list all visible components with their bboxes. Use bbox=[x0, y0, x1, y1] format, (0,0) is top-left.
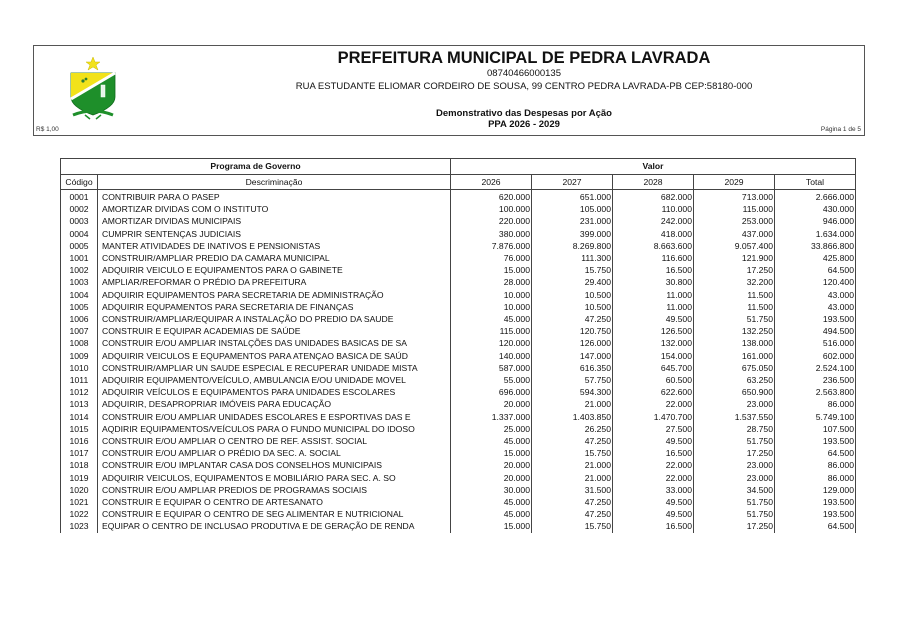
code-cell: 1019 bbox=[61, 472, 98, 484]
value-2026-cell: 25.000 bbox=[451, 423, 532, 435]
value-2028-cell: 49.500 bbox=[613, 496, 694, 508]
code-cell: 1003 bbox=[61, 276, 98, 288]
description-cell: CONSTRUIR E/OU AMPLIAR O CENTRO DE REF. ASSIST. SOCIAL bbox=[98, 435, 451, 447]
code-cell: 1002 bbox=[61, 264, 98, 276]
table-row bbox=[61, 435, 856, 447]
total-cell: 5.749.100 bbox=[775, 411, 856, 423]
value-2029-cell: 713.000 bbox=[694, 190, 775, 204]
report-subtitle: PPA 2026 - 2029 bbox=[488, 119, 560, 130]
column-header-2027: 2027 bbox=[532, 174, 613, 190]
value-2027-cell: 399.000 bbox=[532, 228, 613, 240]
description-cell: CONSTRUIR E/OU AMPLIAR O PRÉDIO DA SEC. A. SOCIAL bbox=[98, 447, 451, 459]
table-row bbox=[61, 447, 856, 459]
table-row bbox=[61, 484, 856, 496]
description-cell: ADQUIRIR EQUIPAMENTOS PARA SECRETARIA DE ADMINISTRAÇÃO bbox=[98, 289, 451, 301]
table-row bbox=[61, 374, 856, 386]
table-row bbox=[61, 337, 856, 349]
total-cell: 2.524.100 bbox=[775, 362, 856, 374]
cnpj-number: 08740466000135 bbox=[487, 68, 561, 79]
report-header bbox=[33, 45, 865, 136]
total-cell: 193.500 bbox=[775, 313, 856, 325]
total-cell: 129.000 bbox=[775, 484, 856, 496]
value-2029-cell: 28.750 bbox=[694, 423, 775, 435]
column-header-2028: 2028 bbox=[613, 174, 694, 190]
value-2027-cell: 8.269.800 bbox=[532, 240, 613, 252]
code-cell: 1018 bbox=[61, 459, 98, 471]
value-2027-cell: 47.250 bbox=[532, 435, 613, 447]
code-cell: 1009 bbox=[61, 350, 98, 362]
description-cell: CONSTRUIR E EQUIPAR O CENTRO DE SEG ALIMENTAR E NUTRICIONAL bbox=[98, 508, 451, 520]
value-2027-cell: 47.250 bbox=[532, 508, 613, 520]
code-cell: 0002 bbox=[61, 203, 98, 215]
value-2026-cell: 140.000 bbox=[451, 350, 532, 362]
address-line: RUA ESTUDANTE ELIOMAR CORDEIRO DE SOUSA, 99 CENTRO PEDRA LAVRADA-PB CEP:58180-000 bbox=[295, 81, 753, 92]
description-cell: AMORTIZAR DIVIDAS COM O INSTITUTO bbox=[98, 203, 451, 215]
value-2028-cell: 126.500 bbox=[613, 325, 694, 337]
description-cell: AMORTIZAR DIVIDAS MUNICIPAIS bbox=[98, 215, 451, 227]
description-cell: ADQUIRIR VEICULOS E EQUPAMENTOS PARA ATENÇAO BASICA DE SAÚD bbox=[98, 350, 451, 362]
value-2029-cell: 23.000 bbox=[694, 459, 775, 471]
page-number: Página 1 de 5 bbox=[820, 126, 861, 133]
description-cell: AQDIRIR EQUIPAMENTOS/VEÍCULOS PARA O FUNDO MUNICIPAL DO IDOSO bbox=[98, 423, 451, 435]
code-cell: 1015 bbox=[61, 423, 98, 435]
total-cell: 2.666.000 bbox=[775, 190, 856, 204]
description-cell: EQUIPAR O CENTRO DE INCLUSAO PRODUTIVA E DE GERAÇÃO DE RENDA bbox=[98, 520, 451, 532]
total-cell: 64.500 bbox=[775, 447, 856, 459]
value-2026-cell: 15.000 bbox=[451, 447, 532, 459]
value-2027-cell: 21.000 bbox=[532, 398, 613, 410]
value-2026-cell: 10.000 bbox=[451, 301, 532, 313]
description-cell: CONSTRUIR E/OU AMPLIAR PREDIOS DE PROGRAMAS SOCIAIS bbox=[98, 484, 451, 496]
code-cell: 1007 bbox=[61, 325, 98, 337]
total-cell: 193.500 bbox=[775, 435, 856, 447]
report-title: Demonstrativo das Despesas por Ação bbox=[436, 108, 612, 119]
value-2027-cell: 651.000 bbox=[532, 190, 613, 204]
value-2029-cell: 51.750 bbox=[694, 313, 775, 325]
description-cell: CONSTRUIR/AMPLIAR PREDIO DA CAMARA MUNICIPAL bbox=[98, 252, 451, 264]
table-row bbox=[61, 496, 856, 508]
value-2029-cell: 23.000 bbox=[694, 398, 775, 410]
value-2027-cell: 10.500 bbox=[532, 301, 613, 313]
table-row bbox=[61, 350, 856, 362]
table-row bbox=[61, 240, 856, 252]
value-2028-cell: 8.663.600 bbox=[613, 240, 694, 252]
code-cell: 1006 bbox=[61, 313, 98, 325]
value-2028-cell: 682.000 bbox=[613, 190, 694, 204]
value-2026-cell: 28.000 bbox=[451, 276, 532, 288]
code-cell: 1023 bbox=[61, 520, 98, 532]
value-2027-cell: 111.300 bbox=[532, 252, 613, 264]
value-2028-cell: 22.000 bbox=[613, 472, 694, 484]
total-cell: 43.000 bbox=[775, 301, 856, 313]
code-cell: 1012 bbox=[61, 386, 98, 398]
group-header-value: Valor bbox=[451, 159, 856, 175]
value-2027-cell: 15.750 bbox=[532, 264, 613, 276]
currency-unit: R$ 1,00 bbox=[36, 126, 59, 133]
code-cell: 1001 bbox=[61, 252, 98, 264]
table-row bbox=[61, 520, 856, 532]
value-2027-cell: 29.400 bbox=[532, 276, 613, 288]
value-2026-cell: 587.000 bbox=[451, 362, 532, 374]
description-cell: CONSTRUIR/AMPLIAR UN SAUDE ESPECIAL E RECUPERAR UNIDADE MISTA bbox=[98, 362, 451, 374]
value-2027-cell: 21.000 bbox=[532, 459, 613, 471]
expenses-table bbox=[60, 158, 856, 533]
total-cell: 236.500 bbox=[775, 374, 856, 386]
description-cell: ADQUIRIR EQUIPAMENTO/VEÍCULO, AMBULANCIA E/OU UNIDADE MOVEL bbox=[98, 374, 451, 386]
total-cell: 64.500 bbox=[775, 520, 856, 532]
value-2028-cell: 16.500 bbox=[613, 447, 694, 459]
total-cell: 494.500 bbox=[775, 325, 856, 337]
value-2028-cell: 11.000 bbox=[613, 301, 694, 313]
code-cell: 0004 bbox=[61, 228, 98, 240]
value-2027-cell: 120.750 bbox=[532, 325, 613, 337]
code-cell: 1011 bbox=[61, 374, 98, 386]
value-2027-cell: 126.000 bbox=[532, 337, 613, 349]
table-row bbox=[61, 228, 856, 240]
value-2028-cell: 622.600 bbox=[613, 386, 694, 398]
value-2029-cell: 11.500 bbox=[694, 301, 775, 313]
municipality-title: PREFEITURA MUNICIPAL DE PEDRA LAVRADA bbox=[337, 49, 711, 67]
value-2028-cell: 27.500 bbox=[613, 423, 694, 435]
value-2027-cell: 15.750 bbox=[532, 447, 613, 459]
value-2027-cell: 47.250 bbox=[532, 313, 613, 325]
code-cell: 1016 bbox=[61, 435, 98, 447]
value-2027-cell: 15.750 bbox=[532, 520, 613, 532]
description-cell: CONSTRUIR/AMPLIAR/EQUIPAR A INSTALAÇÃO DO PREDIO DA SAUDE bbox=[98, 313, 451, 325]
total-cell: 2.563.800 bbox=[775, 386, 856, 398]
value-2027-cell: 10.500 bbox=[532, 289, 613, 301]
value-2026-cell: 15.000 bbox=[451, 264, 532, 276]
value-2026-cell: 100.000 bbox=[451, 203, 532, 215]
value-2028-cell: 242.000 bbox=[613, 215, 694, 227]
value-2026-cell: 696.000 bbox=[451, 386, 532, 398]
value-2029-cell: 121.900 bbox=[694, 252, 775, 264]
value-2026-cell: 20.000 bbox=[451, 472, 532, 484]
total-cell: 516.000 bbox=[775, 337, 856, 349]
total-cell: 33.866.800 bbox=[775, 240, 856, 252]
value-2028-cell: 30.800 bbox=[613, 276, 694, 288]
table-row bbox=[61, 215, 856, 227]
value-2029-cell: 650.900 bbox=[694, 386, 775, 398]
value-2028-cell: 49.500 bbox=[613, 508, 694, 520]
table-row bbox=[61, 398, 856, 410]
value-2029-cell: 63.250 bbox=[694, 374, 775, 386]
value-2028-cell: 110.000 bbox=[613, 203, 694, 215]
code-cell: 1013 bbox=[61, 398, 98, 410]
column-header-description: Descriminação bbox=[98, 174, 451, 190]
description-cell: CONSTRUIR E EQUIPAR O CENTRO DE ARTESANATO bbox=[98, 496, 451, 508]
value-2029-cell: 1.537.550 bbox=[694, 411, 775, 423]
table-row bbox=[61, 264, 856, 276]
value-2026-cell: 15.000 bbox=[451, 520, 532, 532]
value-2027-cell: 231.000 bbox=[532, 215, 613, 227]
description-cell: ADQUIRIR VEÍCULOS E EQUIPAMENTOS PARA UNIDADES ESCOLARES bbox=[98, 386, 451, 398]
value-2028-cell: 132.000 bbox=[613, 337, 694, 349]
total-cell: 107.500 bbox=[775, 423, 856, 435]
value-2026-cell: 115.000 bbox=[451, 325, 532, 337]
code-cell: 1020 bbox=[61, 484, 98, 496]
value-2027-cell: 57.750 bbox=[532, 374, 613, 386]
total-cell: 425.800 bbox=[775, 252, 856, 264]
value-2029-cell: 51.750 bbox=[694, 496, 775, 508]
value-2029-cell: 161.000 bbox=[694, 350, 775, 362]
total-cell: 86.000 bbox=[775, 472, 856, 484]
code-cell: 0001 bbox=[61, 190, 98, 204]
value-2027-cell: 26.250 bbox=[532, 423, 613, 435]
code-cell: 1005 bbox=[61, 301, 98, 313]
value-2027-cell: 105.000 bbox=[532, 203, 613, 215]
code-cell: 1008 bbox=[61, 337, 98, 349]
value-2026-cell: 1.337.000 bbox=[451, 411, 532, 423]
value-2026-cell: 55.000 bbox=[451, 374, 532, 386]
description-cell: CUMPRIR SENTENÇAS JUDICIAIS bbox=[98, 228, 451, 240]
value-2027-cell: 147.000 bbox=[532, 350, 613, 362]
table-row bbox=[61, 301, 856, 313]
value-2029-cell: 138.000 bbox=[694, 337, 775, 349]
value-2028-cell: 33.000 bbox=[613, 484, 694, 496]
table-row bbox=[61, 203, 856, 215]
value-2028-cell: 16.500 bbox=[613, 520, 694, 532]
description-cell: MANTER ATIVIDADES DE INATIVOS E PENSIONISTAS bbox=[98, 240, 451, 252]
total-cell: 43.000 bbox=[775, 289, 856, 301]
value-2026-cell: 45.000 bbox=[451, 508, 532, 520]
value-2029-cell: 17.250 bbox=[694, 264, 775, 276]
code-cell: 1017 bbox=[61, 447, 98, 459]
value-2029-cell: 17.250 bbox=[694, 520, 775, 532]
value-2029-cell: 51.750 bbox=[694, 435, 775, 447]
value-2026-cell: 76.000 bbox=[451, 252, 532, 264]
description-cell: AMPLIAR/REFORMAR O PRÉDIO DA PREFEITURA bbox=[98, 276, 451, 288]
value-2028-cell: 49.500 bbox=[613, 435, 694, 447]
value-2027-cell: 47.250 bbox=[532, 496, 613, 508]
description-cell: ADQUIRIR EQUPAMENTOS PARA SECRETARIA DE FINANÇAS bbox=[98, 301, 451, 313]
value-2028-cell: 16.500 bbox=[613, 264, 694, 276]
value-2028-cell: 645.700 bbox=[613, 362, 694, 374]
value-2026-cell: 380.000 bbox=[451, 228, 532, 240]
value-2028-cell: 116.600 bbox=[613, 252, 694, 264]
value-2026-cell: 120.000 bbox=[451, 337, 532, 349]
code-cell: 1010 bbox=[61, 362, 98, 374]
total-cell: 602.000 bbox=[775, 350, 856, 362]
description-cell: CONSTRUIR E/OU AMPLIAR UNIDADES ESCOLARES E ESPORTIVAS DAS E bbox=[98, 411, 451, 423]
total-cell: 120.400 bbox=[775, 276, 856, 288]
table-row bbox=[61, 313, 856, 325]
value-2029-cell: 437.000 bbox=[694, 228, 775, 240]
table-row bbox=[61, 472, 856, 484]
value-2029-cell: 115.000 bbox=[694, 203, 775, 215]
total-cell: 64.500 bbox=[775, 264, 856, 276]
total-cell: 946.000 bbox=[775, 215, 856, 227]
group-header-program: Programa de Governo bbox=[61, 159, 451, 175]
table-row bbox=[61, 423, 856, 435]
total-cell: 430.000 bbox=[775, 203, 856, 215]
value-2029-cell: 17.250 bbox=[694, 447, 775, 459]
total-cell: 86.000 bbox=[775, 398, 856, 410]
value-2026-cell: 20.000 bbox=[451, 398, 532, 410]
code-cell: 0005 bbox=[61, 240, 98, 252]
value-2027-cell: 1.403.850 bbox=[532, 411, 613, 423]
value-2026-cell: 220.000 bbox=[451, 215, 532, 227]
value-2029-cell: 23.000 bbox=[694, 472, 775, 484]
table-row bbox=[61, 411, 856, 423]
total-cell: 193.500 bbox=[775, 508, 856, 520]
table-row bbox=[61, 252, 856, 264]
value-2028-cell: 154.000 bbox=[613, 350, 694, 362]
total-cell: 86.000 bbox=[775, 459, 856, 471]
value-2028-cell: 418.000 bbox=[613, 228, 694, 240]
description-cell: CONTRIBUIR PARA O PASEP bbox=[98, 190, 451, 204]
column-header-2029: 2029 bbox=[694, 174, 775, 190]
value-2027-cell: 31.500 bbox=[532, 484, 613, 496]
value-2028-cell: 22.000 bbox=[613, 459, 694, 471]
value-2026-cell: 620.000 bbox=[451, 190, 532, 204]
code-cell: 1004 bbox=[61, 289, 98, 301]
code-cell: 1021 bbox=[61, 496, 98, 508]
value-2026-cell: 45.000 bbox=[451, 313, 532, 325]
value-2029-cell: 34.500 bbox=[694, 484, 775, 496]
table-row bbox=[61, 289, 856, 301]
table-row bbox=[61, 190, 856, 204]
value-2026-cell: 30.000 bbox=[451, 484, 532, 496]
description-cell: CONSTRUIR E/OU AMPLIAR INSTALÇÕES DAS UNIDADES BASICAS DE SA bbox=[98, 337, 451, 349]
table-row bbox=[61, 508, 856, 520]
table-row bbox=[61, 459, 856, 471]
description-cell: ADQUIRIR VEICULOS, EQUIPAMENTOS E MOBILIÁRIO PARA SEC. A. SO bbox=[98, 472, 451, 484]
value-2029-cell: 675.050 bbox=[694, 362, 775, 374]
value-2029-cell: 9.057.400 bbox=[694, 240, 775, 252]
value-2029-cell: 132.250 bbox=[694, 325, 775, 337]
description-cell: ADQUIRIR, DESAPROPRIAR IMÓVEIS PARA EDUCAÇÃO bbox=[98, 398, 451, 410]
value-2029-cell: 11.500 bbox=[694, 289, 775, 301]
column-header-2026: 2026 bbox=[451, 174, 532, 190]
code-cell: 1022 bbox=[61, 508, 98, 520]
description-cell: CONSTRUIR E/OU IMPLANTAR CASA DOS CONSELHOS MUNICIPAIS bbox=[98, 459, 451, 471]
value-2028-cell: 11.000 bbox=[613, 289, 694, 301]
value-2026-cell: 10.000 bbox=[451, 289, 532, 301]
table-row bbox=[61, 325, 856, 337]
table-row bbox=[61, 362, 856, 374]
value-2027-cell: 594.300 bbox=[532, 386, 613, 398]
table-row bbox=[61, 276, 856, 288]
total-cell: 193.500 bbox=[775, 496, 856, 508]
value-2029-cell: 253.000 bbox=[694, 215, 775, 227]
value-2026-cell: 45.000 bbox=[451, 496, 532, 508]
column-header-total: Total bbox=[775, 174, 856, 190]
column-header-code: Código bbox=[61, 174, 98, 190]
value-2027-cell: 21.000 bbox=[532, 472, 613, 484]
value-2026-cell: 20.000 bbox=[451, 459, 532, 471]
value-2028-cell: 49.500 bbox=[613, 313, 694, 325]
value-2029-cell: 51.750 bbox=[694, 508, 775, 520]
description-cell: CONSTRUIR E EQUIPAR ACADEMIAS DE SAÚDE bbox=[98, 325, 451, 337]
value-2028-cell: 60.500 bbox=[613, 374, 694, 386]
value-2026-cell: 45.000 bbox=[451, 435, 532, 447]
value-2028-cell: 22.000 bbox=[613, 398, 694, 410]
description-cell: ADQUIRIR VEICULO E EQUIPAMENTOS PARA O GABINETE bbox=[98, 264, 451, 276]
code-cell: 1014 bbox=[61, 411, 98, 423]
value-2028-cell: 1.470.700 bbox=[613, 411, 694, 423]
total-cell: 1.634.000 bbox=[775, 228, 856, 240]
value-2029-cell: 32.200 bbox=[694, 276, 775, 288]
code-cell: 0003 bbox=[61, 215, 98, 227]
value-2026-cell: 7.876.000 bbox=[451, 240, 532, 252]
table-row bbox=[61, 386, 856, 398]
value-2027-cell: 616.350 bbox=[532, 362, 613, 374]
